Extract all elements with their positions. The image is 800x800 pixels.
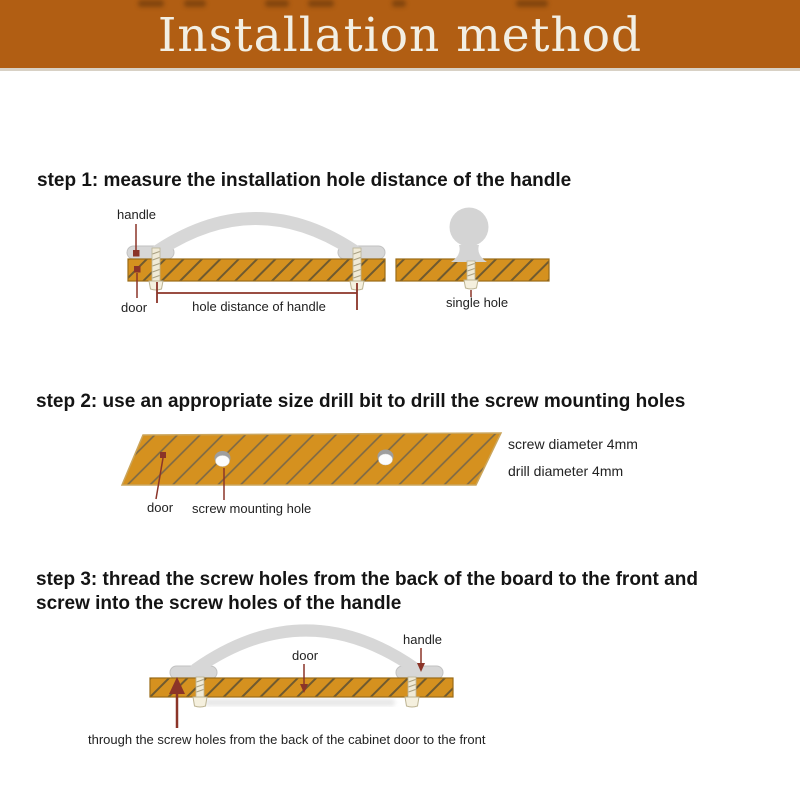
door-board xyxy=(150,678,453,697)
step2-diagram xyxy=(122,433,501,500)
knob xyxy=(450,208,489,263)
door-board-perspective xyxy=(122,433,501,485)
step3-heading-line1: step 3: thread the screw holes from the back of the board to the front and xyxy=(36,569,698,590)
step3-door-label: door xyxy=(292,648,319,663)
door-board xyxy=(128,259,385,281)
step3-heading-line2: screw into the screw holes of the handle xyxy=(36,593,402,614)
handle-arch xyxy=(152,219,360,256)
board-shadow xyxy=(205,699,395,706)
step3-handle-label: handle xyxy=(403,632,443,647)
screw-diameter-label: screw diameter 4mm xyxy=(508,436,638,452)
single-hole-label: single hole xyxy=(446,295,509,310)
page-title: Installation method xyxy=(157,8,643,63)
step2-heading: step 2: use an appropriate size drill bit to drill the screw mounting holes xyxy=(36,391,686,412)
mounting-hole-right xyxy=(378,450,394,466)
mounting-hole-left xyxy=(215,451,231,467)
screw-mounting-hole-label: screw mounting hole xyxy=(192,501,312,516)
step2-door-label: door xyxy=(147,500,174,515)
step3-caption: through the screw holes from the back of the cabinet door to the front xyxy=(88,732,486,747)
step1-handle-label: handle xyxy=(117,207,157,222)
drill-diameter-label: drill diameter 4mm xyxy=(508,463,624,479)
step1-heading: step 1: measure the installation hole distance of the handle xyxy=(37,170,572,191)
hole-distance-label: hole distance of handle xyxy=(192,299,326,314)
step1-door-label: door xyxy=(121,300,148,315)
